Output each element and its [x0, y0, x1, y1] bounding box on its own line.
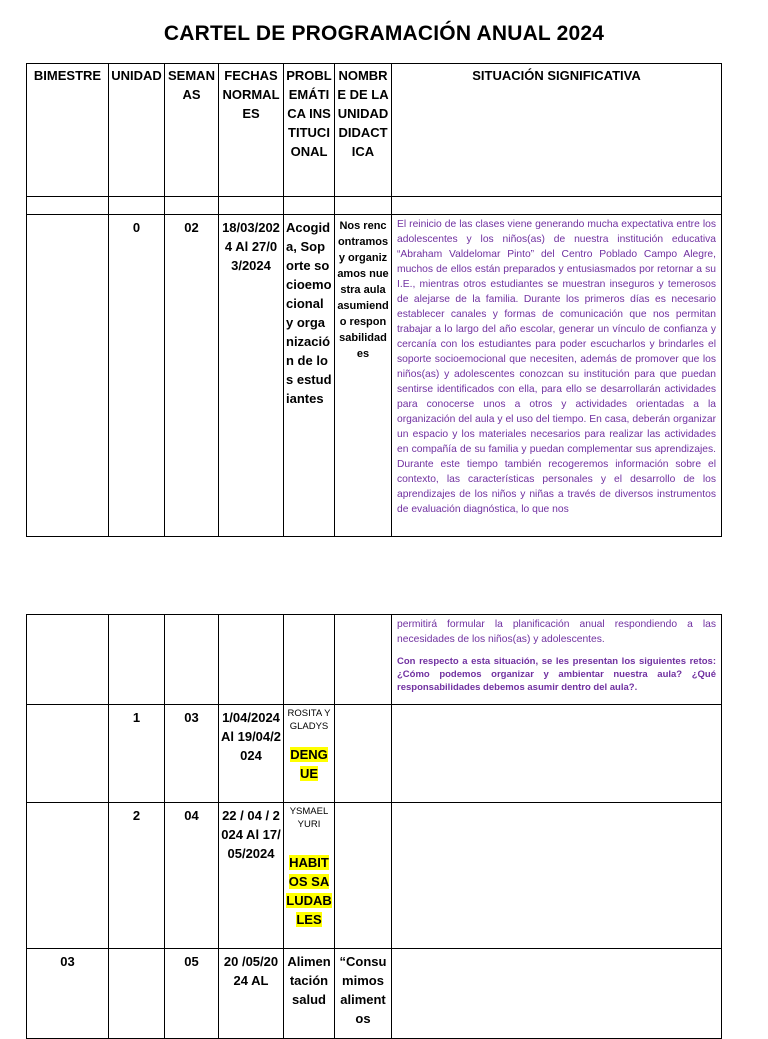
bimestre-cell: 03 — [27, 949, 109, 1039]
nombre-unidad-cell: Nos rencontramos y organizamos nuestra aula asumiendo responsabilidades — [335, 215, 392, 537]
header-semanas: SEMANAS — [165, 64, 219, 197]
table-row — [27, 803, 722, 949]
programming-table-page-2 — [26, 614, 722, 1039]
problematica-cell: Alimentación salud — [284, 949, 335, 1039]
table-row — [27, 949, 722, 1039]
responsables-text: YSMAEL YURI — [289, 806, 329, 830]
bimestre-cell — [27, 215, 109, 537]
header-fechas: FECHAS NORMALES — [219, 64, 284, 197]
spacer-row — [27, 197, 722, 215]
semanas-cell: 04 — [165, 803, 219, 949]
problematica-cell — [284, 705, 335, 803]
table-row — [27, 215, 722, 537]
fechas-cell: 1/04/2024 Al 19/04/2024 — [219, 705, 284, 803]
semanas-cell: 02 — [165, 215, 219, 537]
semanas-cell: 05 — [165, 949, 219, 1039]
unidad-cell: 0 — [109, 215, 165, 537]
header-problematica: PROBLEMÁTICA INSTITUCIONAL — [284, 64, 335, 197]
problematica-highlight: HABITOS SALUDABLES — [286, 855, 332, 927]
retos-text: Con respecto a esta situación, se les presentan los siguientes retos: ¿Cómo podemos organizar y ambientar nuestra aula? ¿Qué responsabilidades debemos asumir dentro del aula?. — [397, 656, 716, 693]
fechas-cell: 22 / 04 / 2024 Al 17/05/2024 — [219, 803, 284, 949]
table-row — [27, 705, 722, 803]
header-unidad: UNIDAD — [109, 64, 165, 197]
fechas-cell: 18/03/2024 Al 27/03/2024 — [219, 215, 284, 537]
unidad-cell: 1 — [109, 705, 165, 803]
situacion-cell: El reinicio de las clases viene generando mucha expectativa entre los adolescentes y los niños(as) de nuestra institución educativa “Abraham Valdelomar Pinto” del Centro Poblado Campo Alegre, muchos de ellos están preparados y entusiasmados por retornar a su I.E., mientras otros estudiantes se muestran inseguros y temerosos de alejarse de la familia. Durante los primeros días es necesario establecer canales y formas de comunicación que nos permitan trabajar a lo largo del año escolar, generar un vínculo de confianza y cercanía con los estudiantes para poder escucharlos y brindarles el soporte socioemocional que necesiten, además de promover que los niños(as) y adolescentes conozcan su institución para que puedan sentirse identificados con ella, para ello se desarrollarán actividades para conocerse unos a otros y actividades orientadas a la organización del aula y el uso del tiempo. En casa, deberán organizar un espacio y los materiales necesarios para realizar las actividades en compañía de su familia y puedan complementar sus aprendizajes. Durante este tiempo también recogeremos información sobre el contexto, las características personales y el desarrollo de los aprendizajes de los niños y niñas a través de diversos instrumentos de evaluación diagnóstica, lo que nos — [392, 215, 722, 537]
header-row — [27, 64, 722, 197]
page-title: CARTEL DE PROGRAMACIÓN ANUAL 2024 — [163, 22, 605, 45]
situacion-continuation-cell — [392, 615, 722, 705]
responsables-text: ROSITA Y GLADYS — [287, 708, 331, 732]
semanas-cell: 03 — [165, 705, 219, 803]
situacion-continuation: permitirá formular la planificación anual respondiendo a las necesidades de los niños(as) y adolescentes. — [397, 619, 716, 645]
programming-table-page-1 — [26, 63, 722, 537]
nombre-unidad-cell: “Consumimos alimentos — [335, 949, 392, 1039]
header-bimestre: BIMESTRE — [27, 64, 109, 197]
problematica-highlight: DENGUE — [290, 747, 328, 781]
problematica-cell: Acogida, Soporte socioemocional y organización de los estudiantes — [284, 215, 335, 537]
problematica-cell — [284, 803, 335, 949]
table-row — [27, 615, 722, 705]
fechas-cell: 20 /05/2024 AL — [219, 949, 284, 1039]
unidad-cell: 2 — [109, 803, 165, 949]
header-nombre: NOMBRE DE LA UNIDAD DIDACTICA — [335, 64, 392, 197]
header-situacion: SITUACIÓN SIGNIFICATIVA — [392, 64, 722, 197]
